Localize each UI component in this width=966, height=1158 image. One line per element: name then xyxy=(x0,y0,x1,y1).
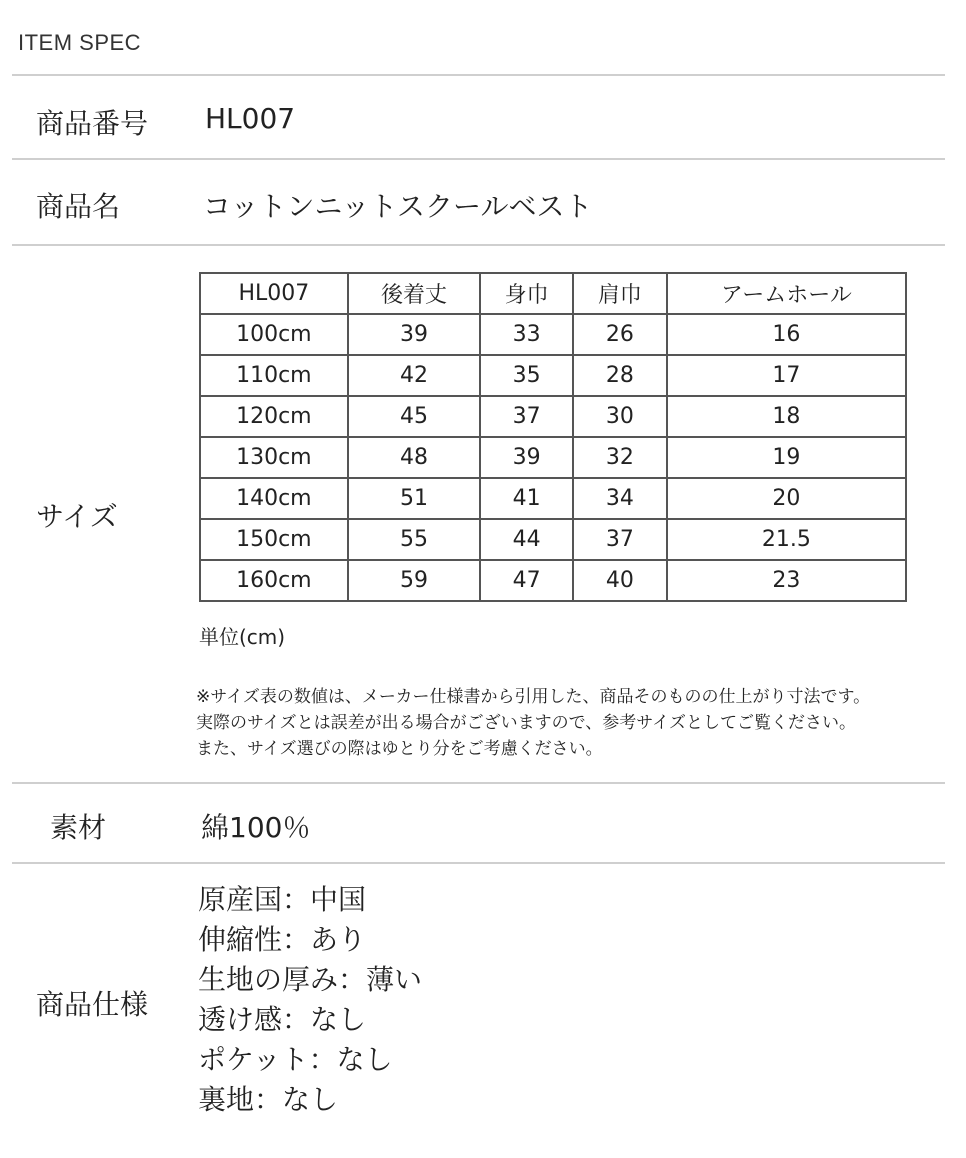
table-cell: 47 xyxy=(480,560,573,601)
table-cell: 21.5 xyxy=(667,519,906,560)
table-cell: 120cm xyxy=(200,396,348,437)
divider xyxy=(12,74,945,76)
specs-list xyxy=(198,880,422,1120)
table-row xyxy=(200,355,906,396)
table-header-cell: 身巾 xyxy=(480,273,573,314)
table-cell: 16 xyxy=(667,314,906,355)
divider xyxy=(12,782,945,784)
table-header-cell: HL007 xyxy=(200,273,348,314)
table-cell: 26 xyxy=(573,314,667,355)
table-cell: 34 xyxy=(573,478,667,519)
table-cell: 37 xyxy=(573,519,667,560)
spec-item: 原産国：中国 xyxy=(198,883,367,916)
table-cell: 32 xyxy=(573,437,667,478)
table-row xyxy=(200,560,906,601)
table-cell: 44 xyxy=(480,519,573,560)
material-label: 素材 xyxy=(50,811,107,844)
table-cell: 18 xyxy=(667,396,906,437)
table-cell: 30 xyxy=(573,396,667,437)
spec-item: 生地の厚み：薄い xyxy=(198,963,423,996)
table-cell: 19 xyxy=(667,437,906,478)
specs-label: 商品仕様 xyxy=(36,988,149,1021)
table-row xyxy=(200,519,906,560)
size-note-line: 実際のサイズとは誤差が出る場合がございますので、参考サイズとしてご覧ください。 xyxy=(196,713,856,733)
divider xyxy=(12,244,945,246)
table-header-cell: 後着丈 xyxy=(348,273,481,314)
table-cell: 110cm xyxy=(200,355,348,396)
table-row xyxy=(200,478,906,519)
product-number-value: HL007 xyxy=(205,102,296,135)
material-value: 綿100％ xyxy=(201,811,311,844)
spec-item: 透け感：なし xyxy=(198,1003,367,1036)
table-header-cell: アームホール xyxy=(667,273,906,314)
table-cell: 55 xyxy=(348,519,481,560)
spec-item: 伸縮性：あり xyxy=(198,923,367,956)
table-cell: 23 xyxy=(667,560,906,601)
table-cell: 140cm xyxy=(200,478,348,519)
table-cell: 42 xyxy=(348,355,481,396)
table-cell: 51 xyxy=(348,478,481,519)
table-cell: 40 xyxy=(573,560,667,601)
spec-item: ポケット：なし xyxy=(198,1043,393,1076)
table-header-row xyxy=(200,273,906,314)
table-cell: 28 xyxy=(573,355,667,396)
size-table xyxy=(199,272,907,602)
divider xyxy=(12,862,945,864)
table-cell: 37 xyxy=(480,396,573,437)
table-cell: 35 xyxy=(480,355,573,396)
size-note-line: ※サイズ表の数値は、メーカー仕様書から引用した、商品そのものの仕上がり寸法です。 xyxy=(196,687,871,707)
table-row xyxy=(200,314,906,355)
table-cell: 45 xyxy=(348,396,481,437)
table-row xyxy=(200,396,906,437)
table-header-cell: 肩巾 xyxy=(573,273,667,314)
table-cell: 150cm xyxy=(200,519,348,560)
product-number-label: 商品番号 xyxy=(36,107,149,140)
table-cell: 39 xyxy=(348,314,481,355)
size-note-line: また、サイズ選びの際はゆとり分をご考慮ください。 xyxy=(196,739,603,759)
size-notes xyxy=(196,684,870,762)
page-title: ITEM SPEC xyxy=(18,30,142,55)
table-cell: 48 xyxy=(348,437,481,478)
table-cell: 160cm xyxy=(200,560,348,601)
table-cell: 41 xyxy=(480,478,573,519)
unit-note: 単位(cm) xyxy=(199,625,286,649)
product-name-value: コットンニットスクールベスト xyxy=(203,190,593,223)
table-cell: 20 xyxy=(667,478,906,519)
table-row xyxy=(200,437,906,478)
size-label: サイズ xyxy=(36,500,118,533)
table-cell: 100cm xyxy=(200,314,348,355)
spec-item: 裏地：なし xyxy=(198,1083,339,1116)
table-cell: 17 xyxy=(667,355,906,396)
divider xyxy=(12,158,945,160)
table-cell: 33 xyxy=(480,314,573,355)
table-cell: 59 xyxy=(348,560,481,601)
table-cell: 39 xyxy=(480,437,573,478)
product-name-label: 商品名 xyxy=(36,190,121,223)
table-cell: 130cm xyxy=(200,437,348,478)
